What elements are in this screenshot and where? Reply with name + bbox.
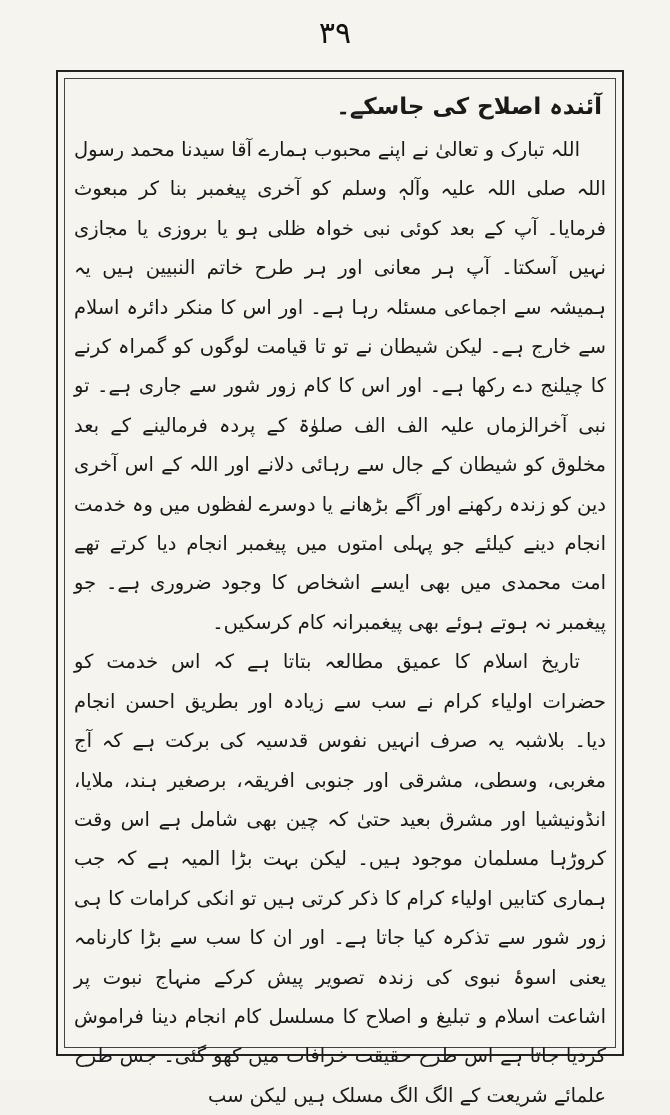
- page-number: ۳۹: [318, 16, 352, 51]
- page-content: [74, 82, 606, 1115]
- paragraph: تاریخ اسلام کا عمیق مطالعہ بتاتا ہے کہ اس خدمت کو حضرات اولیاء کرام نے سب سے زیادہ اور بطریق احسن انجام دیا۔ بلاشبہ یہ صرف انہیں نفوس قدسیہ کی برکت ہے کہ آج مغربی، وسطی، مشرقی اور جنوبی افریقہ، برصغیر ہند، ملایا، انڈونیشیا اور مشرق بعید حتیٰ کہ چین بھی شامل ہے اس وقت کروڑہا مسلمان موجود ہیں۔ لیکن بہت بڑا المیہ ہے کہ جب ہماری کتابیں اولیاء کرام کا ذکر کرتی ہیں تو انکی کرامات کا ہی زور شور سے تذکرہ کیا جاتا ہے۔ اور ان کا سب سے بڑا کارنامہ یعنی اسوۂ نبوی کی زندہ تصویر پیش کرکے منہاج نبوت پر اشاعت اسلام و تبلیغ و اصلاح کا مسلسل کام انجام دینا فراموش کردیا جاتا ہے اس طرح حقیقت خرافات میں کھو گئی۔ جس طرح علمائے شریعت کے الگ الگ مسلک ہیں لیکن سب: [74, 650, 606, 1107]
- paragraph: اللہ تبارک و تعالیٰ نے اپنے محبوب ہمارے آقا سیدنا محمد رسول اللہ صلی اللہ علیہ وآلہٖ وسلم کو آخری پیغمبر بنا کر مبعوث فرمایا۔ آپ کے بعد کوئی نبی خواہ ظلی ہو یا بروزی یا مجازی نہیں آسکتا۔ آپ ہر معانی اور ہر طرح خاتم النبیین ہیں یہ ہمیشہ سے اجماعی مسئلہ رہا ہے۔ اور اس کا منکر دائرہ اسلام سے خارج ہے۔ لیکن شیطان نے تو تا قیامت لوگوں کو گمراہ کرنے کا چیلنج دے رکھا ہے۔ اور اس کا کام زور شور سے جاری ہے۔ تو نبی آخرالزماں علیہ الف الف صلوٰۃ کے پردہ فرمالینے کے بعد مخلوق کو شیطان کے جال سے رہائی دلانے اور اللہ کے اس آخری دین کو زندہ رکھنے اور آگے بڑھانے یا دوسرے لفظوں میں وہ خدمت انجام دینے کیلئے جو پہلی امتوں میں پیغمبر انجام دیا کرتے تھے امت محمدی میں بھی ایسے اشخاص کا وجود ضروری ہے۔ جو پیغمبر نہ ہوتے ہوئے بھی پیغمبرانہ کام کرسکیں۔: [74, 138, 606, 634]
- section-heading: آئندہ اصلاح کی جاسکے۔: [336, 94, 602, 120]
